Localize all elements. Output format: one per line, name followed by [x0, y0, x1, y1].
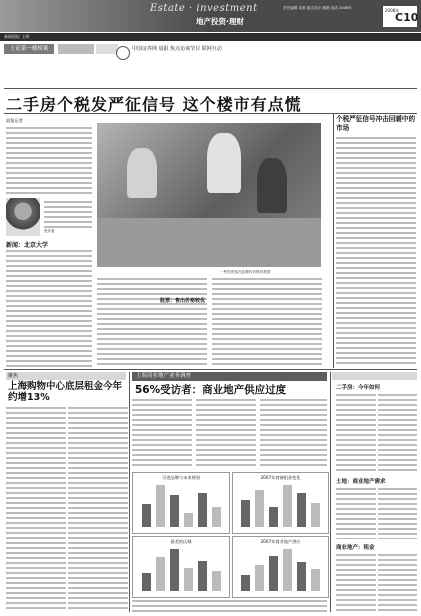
divider: [4, 113, 417, 114]
column-rule: [330, 372, 331, 612]
chart-bar: [212, 571, 221, 591]
top-strip: 新闻晨报 上海: [0, 33, 421, 41]
column-rule: [333, 113, 334, 368]
main-headline: 二手房个税发严征信号 这个楼市有点慌: [6, 95, 302, 114]
masthead-title: Estate · investment: [150, 3, 258, 14]
band-label: 聚焦: [8, 373, 19, 379]
chart-bar: [297, 493, 306, 527]
chart-bar: [241, 575, 250, 591]
column-rule: [129, 372, 130, 612]
page-number: C10: [395, 11, 419, 24]
subheadline: 个税严征信号冲击回暖中的市场: [336, 115, 416, 132]
article-text-lead: [6, 126, 92, 196]
column-tag: 上证第一楼榜案: [4, 44, 54, 54]
lower-headline: 56%受访者：商业地产供应过度: [135, 384, 287, 396]
chart-title: 2007年商铺租金变化: [260, 475, 301, 480]
article-text: [68, 406, 128, 612]
article-text-col2: [97, 277, 207, 367]
chart-bar: [198, 493, 207, 527]
chart-bar: [184, 513, 193, 527]
sponsor-logo-icon: [116, 46, 130, 60]
section-heading: 新闻：北京大学: [6, 242, 49, 249]
divider: [4, 369, 417, 370]
article-text: [196, 398, 256, 468]
chart-bar: [255, 565, 264, 591]
chart-bar: [241, 500, 250, 527]
chart-bar: [269, 507, 278, 527]
article-text: [6, 406, 66, 612]
article-text: [378, 393, 417, 473]
divider: [4, 88, 417, 89]
article-text: [336, 487, 376, 539]
article-text: [336, 553, 376, 612]
chart-4: [232, 536, 329, 598]
tag-block-light: [96, 44, 118, 54]
byline: 晨报记者: [6, 118, 23, 123]
page-number-box: [383, 6, 417, 27]
chart-bar: [269, 556, 278, 591]
chart-bar: [156, 557, 165, 591]
band: [6, 372, 126, 380]
chart-3: [132, 536, 230, 598]
band: [332, 372, 417, 380]
article-text: [132, 398, 192, 468]
chart-bar: [255, 490, 264, 527]
sponsor-line: 中国证券网 晨报 焦点访谈节目 联网互动: [132, 46, 222, 52]
band-label: 上海商业地产业务调查: [136, 373, 192, 379]
portrait-caption: 受访者: [44, 229, 55, 233]
section-title: 地产投资·理财: [196, 17, 244, 26]
right-heading: 商业地产：租金: [336, 545, 375, 551]
article-text: [378, 487, 417, 539]
chart-bar: [297, 562, 306, 591]
chart-1: [132, 472, 230, 534]
chart-bar: [311, 503, 320, 527]
chart-bar: [311, 569, 320, 591]
chart-bar: [283, 485, 292, 527]
right-heading: 二手房：今年如何: [336, 385, 381, 391]
article-text: [378, 553, 417, 612]
masthead-info: 责任编辑 刘承 版式设计 邮箱 电话 2008年: [283, 6, 352, 10]
article-text-col3: [212, 277, 322, 367]
tag-block: [58, 44, 94, 54]
right-heading: 土地：商业地产需求: [336, 479, 386, 485]
main-photo: [97, 123, 321, 267]
chart-bar: [170, 549, 179, 591]
chart-bar: [198, 561, 207, 591]
chart-bar: [170, 495, 179, 527]
chart-bar: [283, 549, 292, 591]
chart-title: 2007年商业地产供应: [260, 539, 301, 544]
article-text: [260, 398, 327, 468]
band: [132, 372, 327, 381]
article-text: [132, 599, 327, 612]
chart-title: 引进品牌与未来规划: [162, 475, 200, 480]
photo-caption: 一些投资客在挂牌时仍保持观望: [220, 270, 271, 274]
chart-title: 最差的区域: [170, 539, 192, 544]
chart-2: [232, 472, 329, 534]
section-heading: 股票：售出价格较优: [160, 298, 206, 304]
article-text-col1: [6, 249, 92, 367]
chart-bar: [184, 568, 193, 591]
chart-bar: [142, 573, 151, 591]
chart-bar: [142, 504, 151, 527]
portrait-photo: [6, 198, 40, 236]
chart-bar: [156, 485, 165, 527]
article-text: [336, 393, 376, 473]
article-text-col4: [336, 136, 416, 367]
chart-bar: [212, 507, 221, 527]
lower-headline: 上海购物中心底层租金今年约增13%: [8, 381, 123, 403]
article-text: [44, 200, 92, 228]
page-date: 2008年: [385, 8, 400, 13]
